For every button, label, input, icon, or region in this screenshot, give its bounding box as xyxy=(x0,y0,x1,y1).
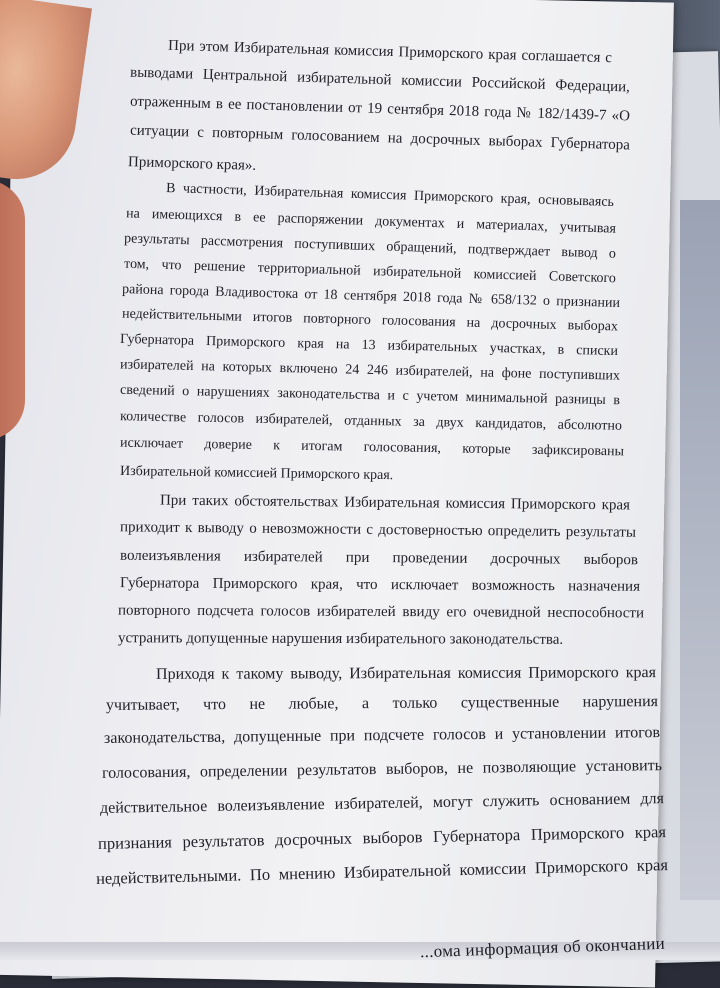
text-line: на имеющихся в ее распоряжении документах и материалах, учитывая xyxy=(125,206,617,237)
text-line: отраженным в ее постановлении от 19 сентября 2018 года № 182/1439-7 «О xyxy=(129,93,631,125)
text-line: сведений о нарушениях законодательства и с учетом минимальной разницы в xyxy=(119,382,621,409)
text-line: действительное волеизъявление избирателей, могут служить основанием для xyxy=(99,790,665,817)
text-line: учитывает, что не любые, а только существенные нарушения xyxy=(105,693,659,714)
text-line: голосования, определении результатов выборов, не позволяющие установить xyxy=(101,757,663,782)
next-page-text-fragment: ...ома информация об окончании xyxy=(419,933,666,962)
text-line: избирателей на которых включено 24 246 избирателей, на фоне поступивших xyxy=(119,357,621,384)
text-line: Приходя к такому выводу, Избирательная комиссия Приморского края xyxy=(155,664,657,683)
text-line: ситуации с повторным голосованием на досрочных выборах Губернатора xyxy=(129,122,631,154)
text-line: выводами Центральной избирательной комиссии Российской Федерации, xyxy=(129,64,631,96)
text-line: Приморского края». xyxy=(127,154,257,174)
text-line: волеизъявления избирателей при проведении досрочных выборов xyxy=(119,547,639,569)
text-line: В частности, Избирательная комиссия Приморского края, основываясь xyxy=(165,180,615,211)
text-line: признания результатов досрочных выборов Губернатора Приморского края xyxy=(97,822,667,853)
text-line: повторного подсчета голосов избирателей ввиду его очевидной неспособности xyxy=(117,602,645,622)
text-line: недействительными итогов повторного голосования на досрочных выборах xyxy=(121,306,619,335)
text-line: количестве голосов избирателей, отданных за двух кандидатов, абсолютно xyxy=(119,409,623,434)
text-line: При этом Избирательная комиссия Приморского края соглашается с xyxy=(167,37,613,67)
text-line: том, что решение территориальной избирательной комиссией Советского xyxy=(123,256,617,287)
text-line: исключает доверие к итогам голосования, которые зафиксированы xyxy=(119,435,625,460)
text-line: При таких обстоятельствах Избирательная комиссия Приморского края xyxy=(159,492,631,514)
text-line: приходит к выводу о невозможности с достоверностью определить результаты xyxy=(119,519,637,541)
text-line: Губернатора Приморского края на 13 избирательных участках, в списки xyxy=(119,331,619,360)
text-line: Губернатора Приморского края, что исключает возможность назначения xyxy=(119,575,641,595)
text-line: законодательства, допущенные при подсчете голосов и установлении итогов xyxy=(103,724,661,747)
text-line: района города Владивостока от 18 сентября 2018 года № 658/132 о признании xyxy=(121,282,621,311)
text-line: результаты рассмотрения поступивших обращений, подтверждает вывод о xyxy=(123,231,617,262)
text-line: недействительными. По мнению Избирательной комиссии Приморского края xyxy=(95,855,669,888)
text-line: Избирательной комиссией Приморского края. xyxy=(119,463,394,484)
text-line: устранить допущенные нарушения избирательного законодательства. xyxy=(117,630,564,648)
